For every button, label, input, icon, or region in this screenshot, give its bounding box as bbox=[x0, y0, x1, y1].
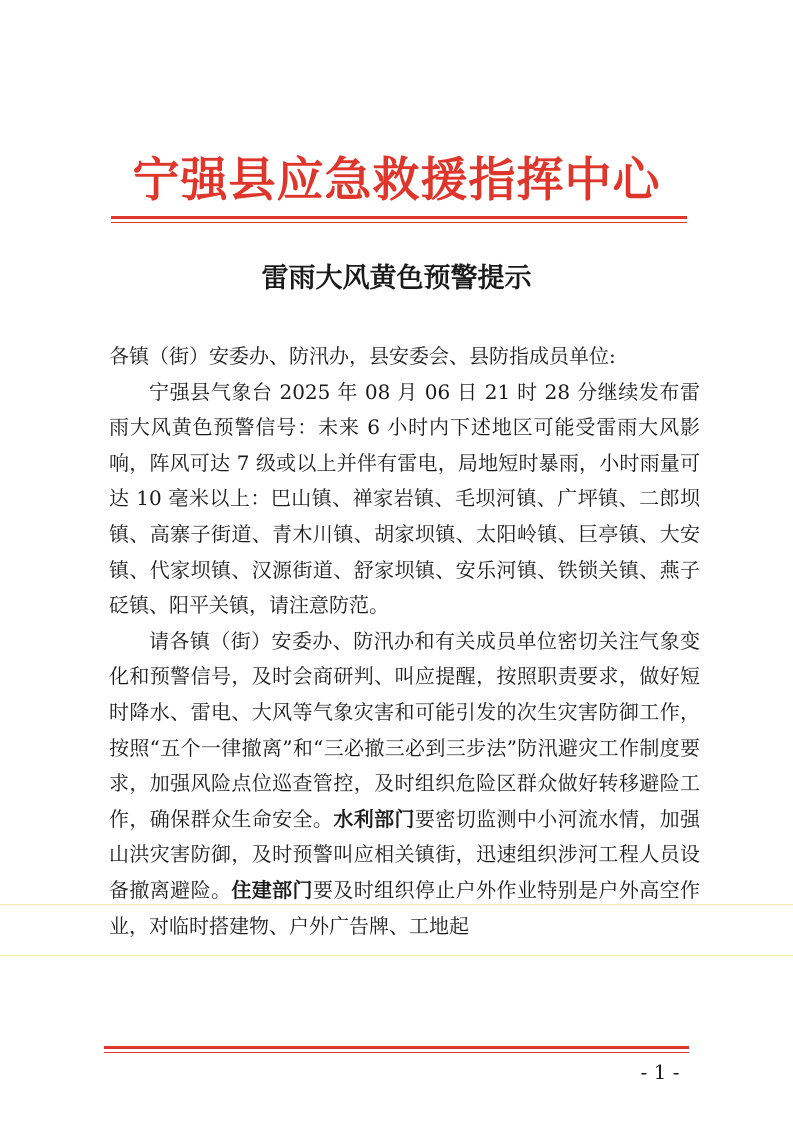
instructions-text-b: 要密切监测中小河流水情，加强山洪灾害防御，及时预警叫应相关镇街，迅速组织涉河工程人员设备撤离避险。 bbox=[109, 806, 701, 902]
document-title: 雷雨大风黄色预警提示 bbox=[261, 263, 532, 294]
instructions-text-a: 请各镇（街）安委办、防汛办和有关成员单位密切关注气象变化和预警信号，及时会商研判、叫应提醒，按照职责要求，做好短时降水、雷电、大风等气象灾害和可能引发的次生灾害防御工作，按照“五个一律撤离”和“三必撤三必到三步法”防汛避灾工作制度要求，加强风险点位巡查管控，及时组织危险区群众做好转移避险工作，确保群众生命安全。 bbox=[109, 628, 700, 831]
footer-rule-thick bbox=[104, 1046, 689, 1049]
dept-housing: 住建部门 bbox=[231, 877, 313, 902]
footer-rule-thin bbox=[104, 1052, 689, 1053]
paragraph-warning: 宁强县气象台 2025 年 08 月 06 日 21 时 28 分继续发布雷雨大风黄色预警信号：未来 6 小时内下述地区可能受雷雨大风影响，阵风可达 7 级或以上并伴有雷电，局地短时暴雨，小时雨量可达 10 毫米以上：巴山镇、禅家岩镇、毛坝河镇、广坪镇、二郎坝镇、高寨子街道、青木川镇、胡家坝镇、太阳岭镇、巨亭镇、大安镇、代家坝镇、汉源街道、舒家坝镇、安乐河镇、铁锁关镇、燕子砭镇、阳平关镇，请注意防范。 bbox=[109, 379, 700, 618]
salutation: 各镇（街）安委办、防汛办，县安委会、县防指成员单位: bbox=[109, 344, 616, 368]
scan-artifact-line bbox=[0, 955, 793, 956]
page-number: - 1 - bbox=[640, 1060, 680, 1084]
document-body bbox=[109, 339, 700, 944]
dept-water: 水利部门 bbox=[333, 806, 415, 831]
paragraph-instructions bbox=[109, 624, 700, 944]
header-rule-thin bbox=[111, 222, 687, 223]
scan-artifact-line bbox=[0, 904, 793, 905]
header-rule-thick bbox=[111, 216, 687, 219]
instructions-text-c: 要及时组织停止户外作业特别是户外高空作业，对临时搭建物、户外广告牌、工地起 bbox=[109, 877, 701, 938]
org-header: 宁强县应急救援指挥中心 bbox=[132, 153, 661, 208]
